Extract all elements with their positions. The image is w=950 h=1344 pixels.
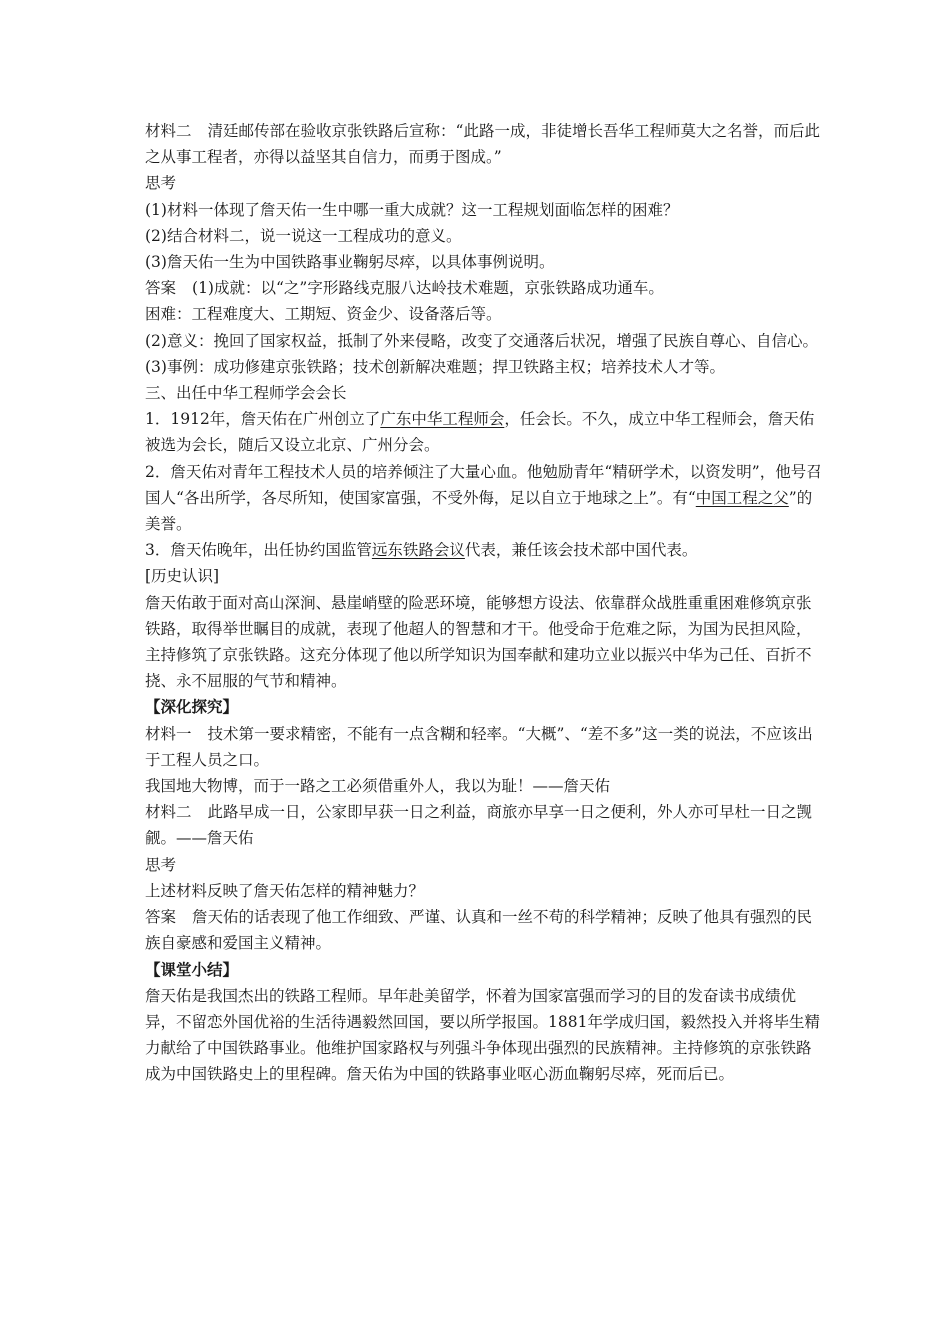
deep-material-two	[145, 799, 825, 851]
answer-text: (1)成就：以“之”字形路线克服八达岭技术难题，京张铁路成功通车。	[192, 279, 664, 298]
deep-inquiry-heading: 【深化探究】	[145, 697, 239, 717]
think-heading-2: 思考	[145, 855, 177, 874]
deep-question: 上述材料反映了詹天佑怎样的精神魅力？	[145, 881, 425, 900]
point-2-text-end: ”的美誉。	[145, 488, 813, 534]
point-3-underlined: 远东铁路会议	[371, 541, 465, 560]
summary-paragraph: 詹天佑是我国杰出的铁路工程师。早年赴美留学，怀着为国家富强而学习的目的发奋读书成绩优异，不留恋外国优裕的生活待遇毅然回国，要以所学报国。1881年学成归国，毅然投入并将毕生精力献给了中国铁路事业。他维护国家路权与列强斗争体现出强烈的民族精神。主持修筑的京张铁路成为中国铁路史上的里程碑。詹天佑为中国的铁路事业呕心沥血鞠躬尽瘁，死而后已。	[145, 986, 820, 1084]
material-text: 技术第一要求精密，不能有一点含糊和轻率。“大概”、“差不多”这一类的说法，不应该出于工程人员之口。	[145, 724, 813, 769]
answer-1	[145, 275, 825, 301]
deep-material-one-quote: 我国地大物博，而于一路之工必须借重外人，我以为耻！——詹天佑	[145, 777, 611, 796]
point-1	[145, 406, 825, 458]
answer-2: (2)意义：挽回了国家权益，抵制了外来侵略，改变了交通落后状况，增强了民族自尊心、自信心。	[145, 331, 818, 350]
question-3: (3)詹天佑一生为中国铁路事业鞠躬尽瘁，以具体事例说明。	[145, 253, 555, 272]
point-2-underlined: 中国工程之父	[695, 488, 789, 507]
answer-text: 詹天佑的话表现了他工作细致、严谨、认真和一丝不苟的科学精神；反映了他具有强烈的民族自豪感和爱国主义精神。	[145, 908, 813, 953]
history-paragraph: 詹天佑敢于面对高山深涧、悬崖峭壁的险恶环境，能够想方设法、依靠群众战胜重重困难修筑京张铁路，取得举世瞩目的成就，表现了他超人的智慧和才干。他受命于危难之际，为国为民担风险，主持修筑了京张铁路。这充分体现了他以所学知识为国奉献和建功立业以振兴中华为己任、百折不挠、永不屈服的气节和精神。	[145, 593, 812, 691]
section-3-heading: 三、出任中华工程师学会会长	[145, 384, 347, 403]
point-1-text-end: ，任会长。不久，成立中华工程师会，詹天佑被选为会长，随后又设立北京、广州分会。	[145, 410, 815, 455]
material-two-paragraph	[145, 118, 825, 170]
deep-answer	[145, 904, 825, 956]
answer-label: 答案	[145, 908, 177, 927]
point-3-text-end: 代表，兼任该会技术部中国代表。	[464, 541, 698, 560]
answer-1-difficulty: 困难：工程难度大、工期短、资金少、设备落后等。	[145, 305, 502, 324]
material-label: 材料二	[145, 122, 192, 140]
point-1-underlined: 广东中华工程师会	[380, 410, 505, 429]
question-2: (2)结合材料二，说一说这一工程成功的意义。	[145, 226, 462, 245]
material-label: 材料一	[145, 724, 192, 743]
document-page	[145, 118, 825, 1088]
answer-3: (3)事例：成功修建京张铁路；技术创新解决难题；捍卫铁路主权；培养技术人才等。	[145, 357, 725, 376]
material-label: 材料二	[145, 803, 192, 822]
deep-material-one	[145, 721, 825, 773]
point-3	[145, 537, 825, 563]
point-2-text: 2．詹天佑对青年工程技术人员的培养倾注了大量心血。他勉励青年“精研学术，以资发明”，他号召国人“各出所学，各尽所知，使国家富强，不受外侮，足以自立于地球之上”。有“	[145, 462, 822, 507]
answer-label: 答案	[145, 279, 177, 298]
point-2	[145, 459, 825, 538]
material-text: 清廷邮传部在验收京张铁路后宣称：“此路一成，非徒增长吾华工程师莫大之名誉，而后此之从事工程者，亦得以益坚其自信力，而勇于图成。”	[145, 122, 820, 167]
point-3-text: 3．詹天佑晚年，出任协约国监管	[145, 541, 372, 560]
question-1: (1)材料一体现了詹天佑一生中哪一重大成就？这一工程规划面临怎样的困难？	[145, 200, 679, 219]
history-heading: [历史认识]	[145, 567, 220, 586]
think-heading: 思考	[145, 174, 177, 193]
point-1-text: 1．1912年，詹天佑在广州创立了	[145, 410, 381, 429]
material-text: 此路早成一日，公家即早获一日之利益，商旅亦早享一日之便利，外人亦可早杜一日之觊觎。——詹天佑	[145, 803, 813, 848]
summary-heading: 【课堂小结】	[145, 959, 239, 979]
